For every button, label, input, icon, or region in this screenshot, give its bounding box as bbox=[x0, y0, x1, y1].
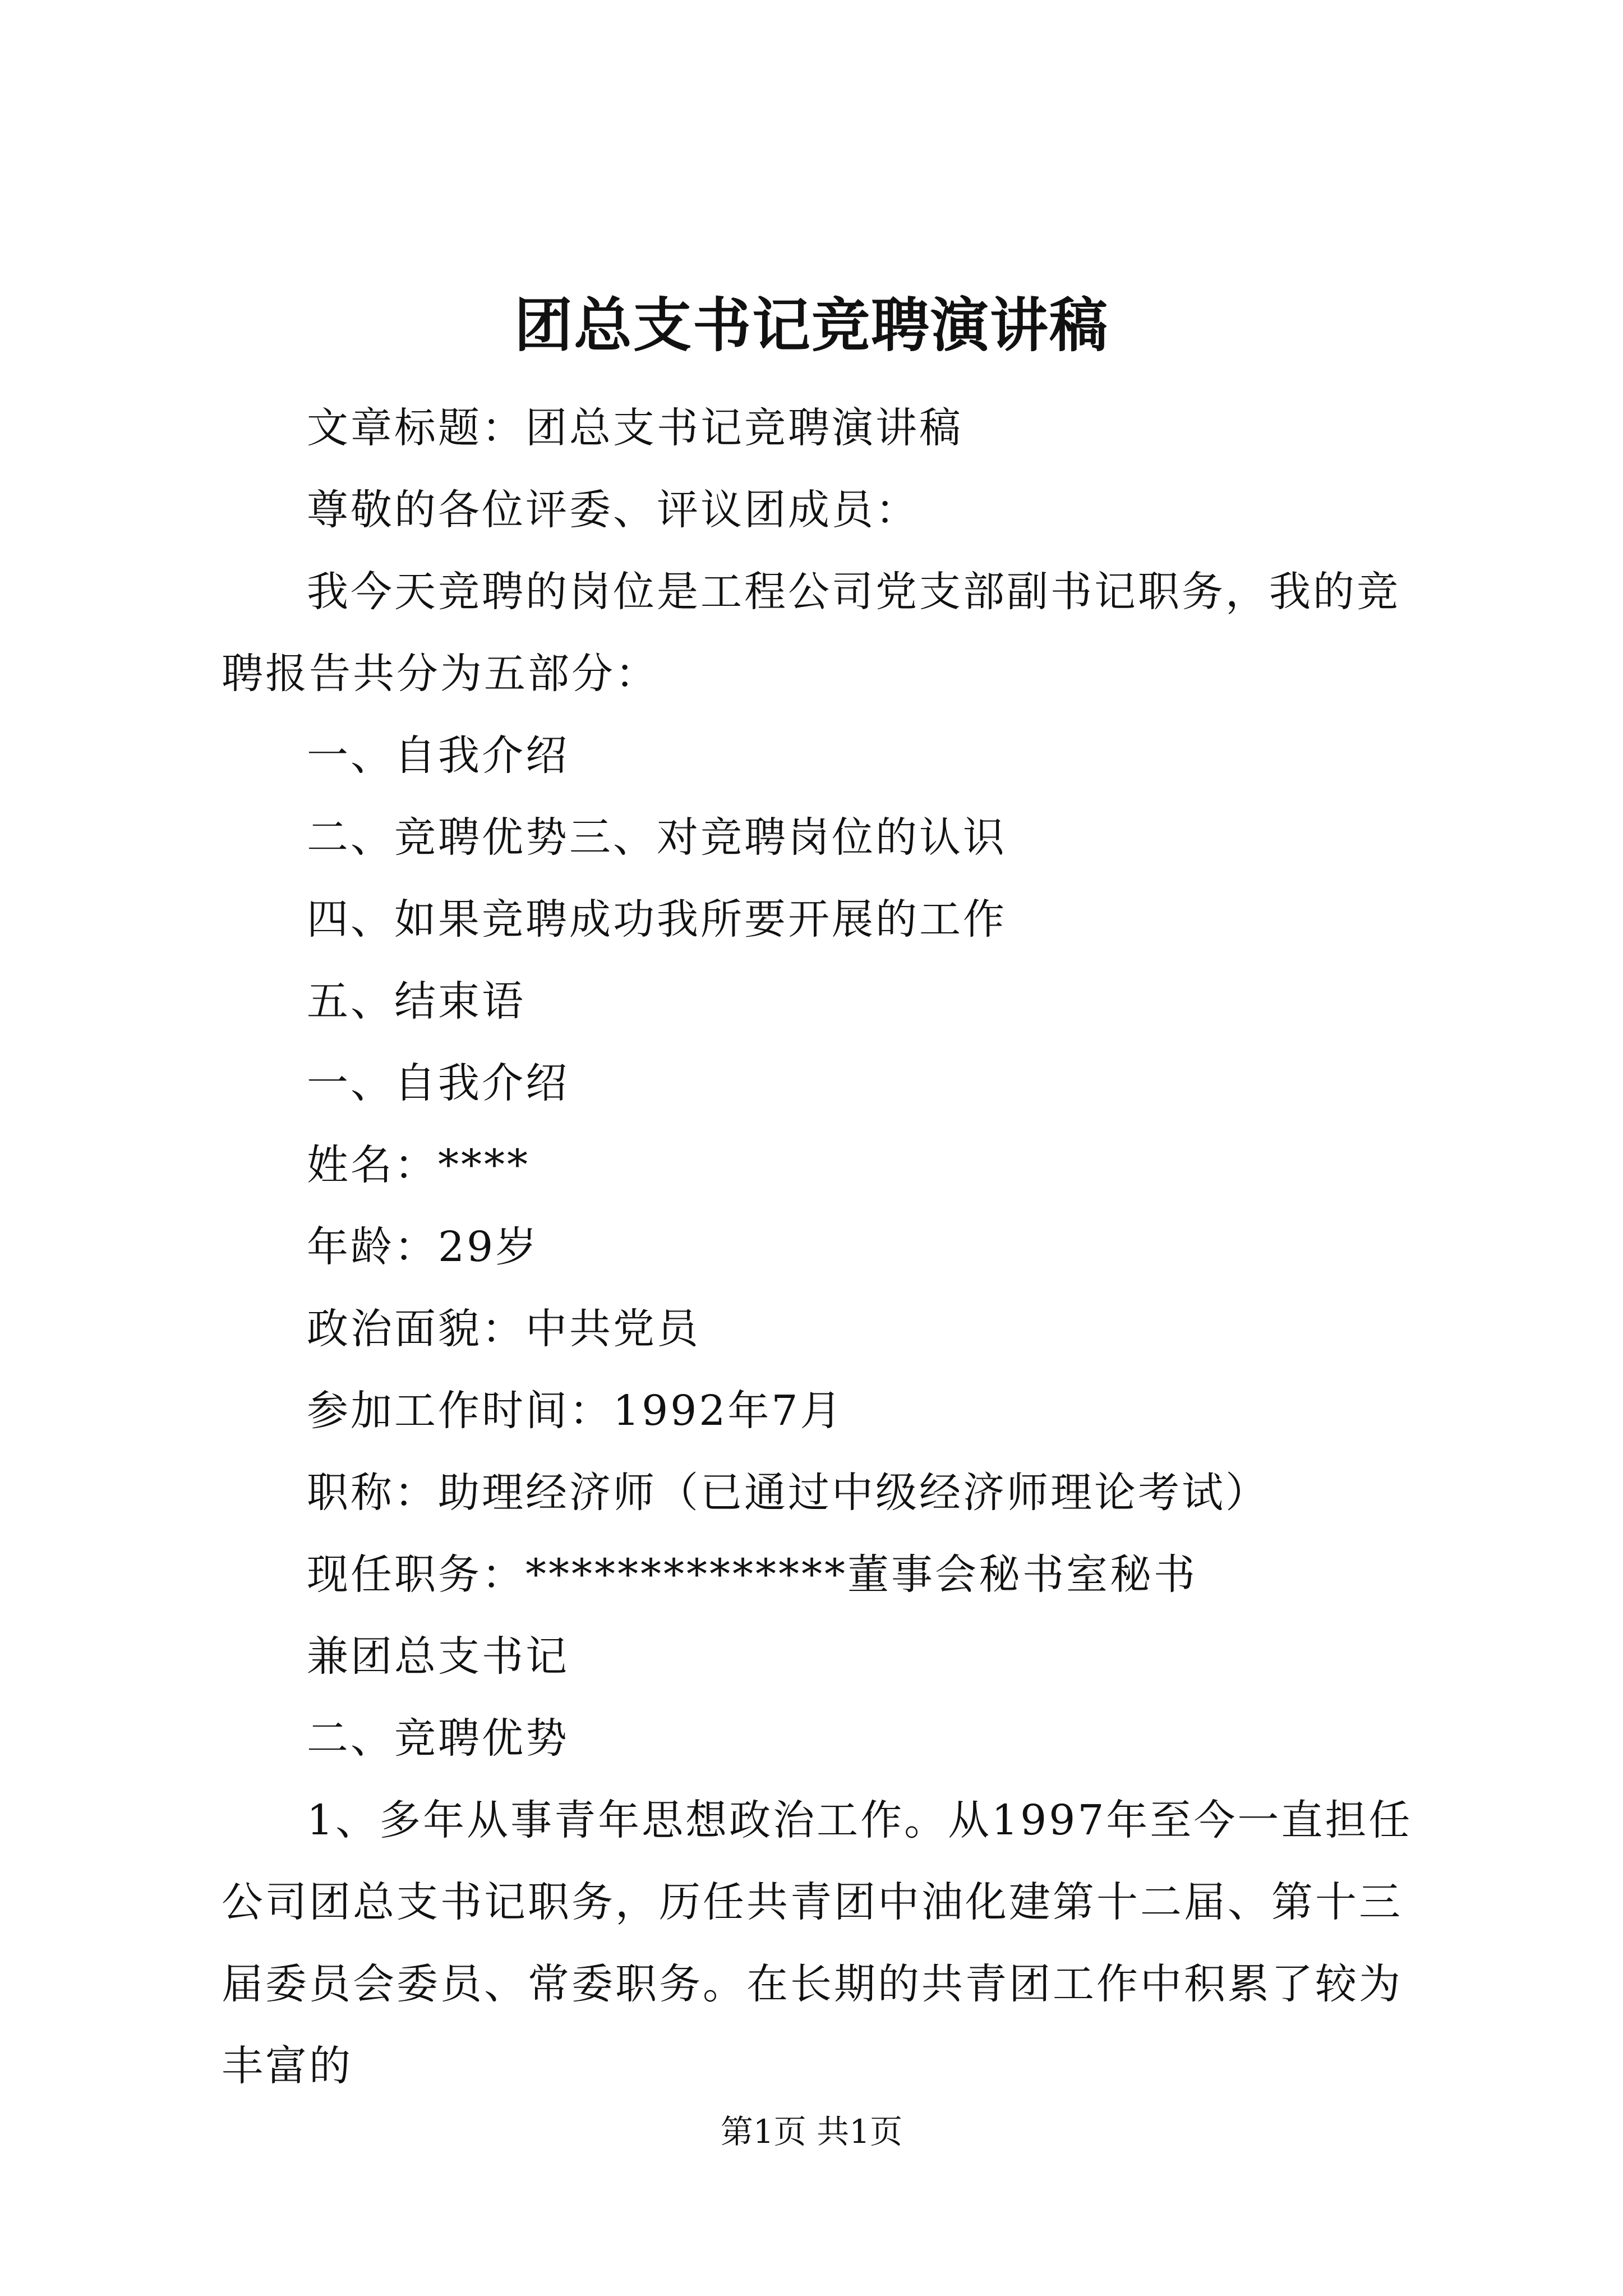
paragraph-current-position: 现任职务：**************董事会秘书室秘书 bbox=[307, 1550, 1197, 1599]
paragraph-name: 姓名：**** bbox=[307, 1141, 530, 1189]
document-title: 团总支书记竞聘演讲稿 bbox=[514, 291, 1109, 360]
paragraph-outline-5: 五、结束语 bbox=[307, 977, 525, 1025]
paragraph-intro: 我今天竞聘的岗位是工程公司党支部副书记职务，我的竞聘报告共分为五部分： bbox=[222, 568, 1400, 698]
page-footer: 第1页 共1页 bbox=[720, 2113, 903, 2151]
paragraph-outline-4: 四、如果竞聘成功我所要开展的工作 bbox=[307, 895, 1007, 944]
paragraph-concurrent-position: 兼团总支书记 bbox=[307, 1632, 569, 1681]
paragraph-section-heading-1: 一、自我介绍 bbox=[307, 1059, 569, 1107]
paragraph-outline-2-3: 二、竞聘优势三、对竞聘岗位的认识 bbox=[307, 813, 1007, 862]
paragraph-advantage-1: 1、多年从事青年思想政治工作。从1997年至今一直担任公司团总支书记职务，历任共青团中油化建第十二届、第十三届委员会委员、常委职务。在长期的共青团工作中积累了较为丰富的 bbox=[222, 1796, 1413, 2090]
paragraph-article-title: 文章标题：团总支书记竞聘演讲稿 bbox=[307, 404, 963, 452]
paragraph-age: 年龄：29岁 bbox=[307, 1223, 540, 1271]
paragraph-job-title: 职称：助理经济师（已通过中级经济师理论考试） bbox=[307, 1469, 1269, 1517]
paragraph-salutation: 尊敬的各位评委、评议团成员： bbox=[307, 486, 919, 534]
paragraph-section-heading-2: 二、竞聘优势 bbox=[307, 1714, 569, 1763]
paragraph-political-status: 政治面貌：中共党员 bbox=[307, 1305, 700, 1353]
paragraph-work-start: 参加工作时间：1992年7月 bbox=[307, 1387, 844, 1435]
paragraph-outline-1: 一、自我介绍 bbox=[307, 731, 569, 780]
document-body bbox=[222, 387, 1433, 2107]
